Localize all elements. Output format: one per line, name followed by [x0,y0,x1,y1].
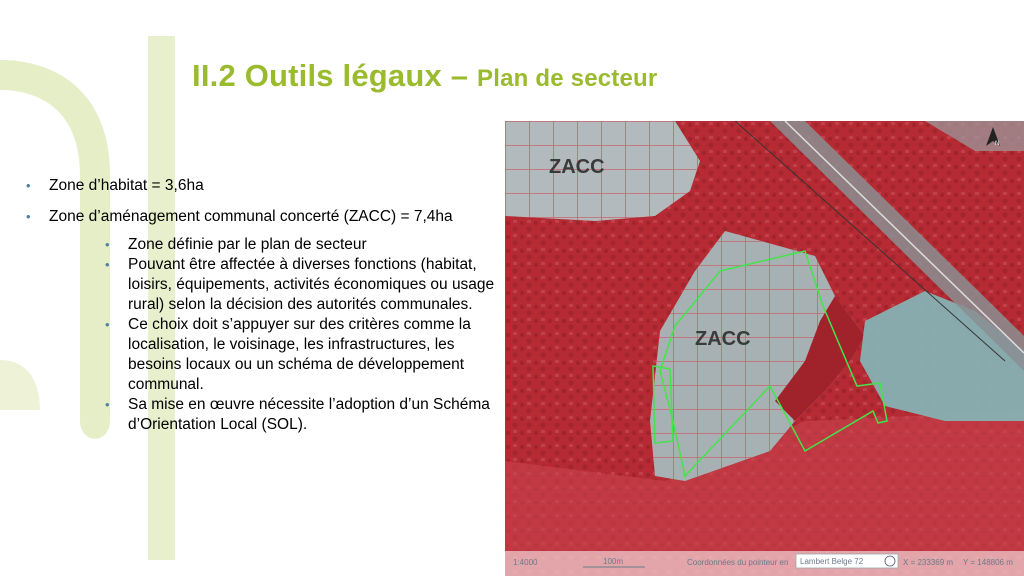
y-coordinate: Y = 148806 m [963,558,1013,567]
sub-bullet-item: • Sa mise en œuvre nécessite l’adoption d’un Schéma d’Orientation Local (SOL). [49,395,504,435]
sub-bullet-item: • Pouvant être affectée à diverses fonctions (habitat, loisirs, équipements, activités économiques ou usage rural) selon la décision des autorités communales. [49,255,504,315]
north-label: N [995,141,1000,147]
sub-bullet-item: • Zone définie par le plan de secteur [49,235,504,255]
bullet-content [24,176,504,446]
map-toolbar [505,551,1024,576]
title-main: II.2 Outils légaux [192,58,442,93]
bullet-text: Zone d’habitat = 3,6ha [49,177,204,194]
projection-value: Lambert Belge 72 [800,557,864,566]
title-dash: – [441,58,478,93]
map-canvas[interactable] [505,121,1024,576]
zacc-label-main: ZACC [695,328,751,350]
scale-bar-label: 100m [603,557,624,566]
x-coordinate: X = 233369 m [903,558,954,567]
map-scale: 1:4000 [513,558,538,567]
zacc-label-north: ZACC [549,156,605,178]
bullet-list [24,176,504,435]
coord-label: Coordonnées du pointeur en [687,558,789,567]
sector-plan-map[interactable] [505,121,1024,576]
sub-bullet-list [49,235,504,435]
title-subtitle: Plan de secteur [477,65,658,92]
bullet-zacc [24,207,504,435]
bullet-habitat [24,176,504,196]
sub-bullet-item: • Ce choix doit s’appuyer sur des critères comme la localisation, le voisinage, les infrastructures, les besoins locaux ou un schéma de développement communal. [49,315,504,395]
bullet-text: Zone d’aménagement communal concerté (ZACC) = 7,4ha [49,208,453,225]
slide-title [192,58,657,94]
